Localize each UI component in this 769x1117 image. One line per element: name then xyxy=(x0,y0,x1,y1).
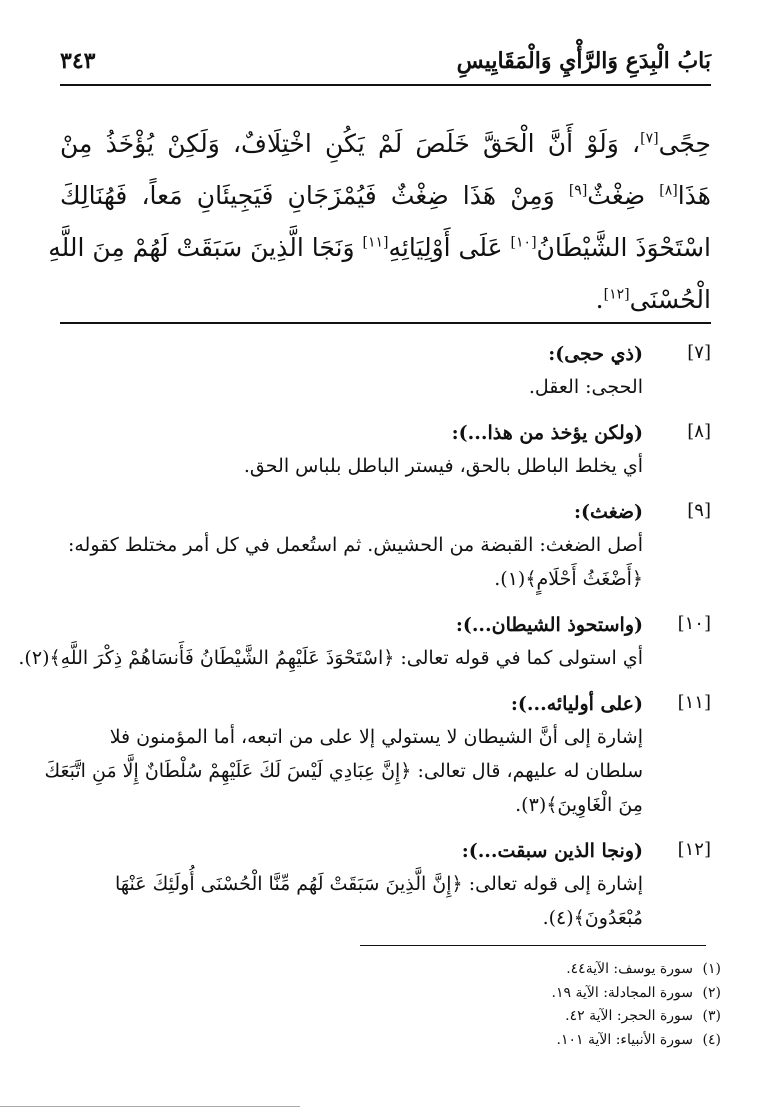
footnote-ref: [٧] xyxy=(640,130,659,147)
quran-quote: مُبْعَدُونَ﴾(٤). xyxy=(542,907,643,929)
main-line: اسْتَحْوَذَ الشَّيْطَانُ[١٠] عَلَى أَوْلِيَائِهِ[١١] وَنَجَا الَّذِينَ سَبَقَتْ لَهُمْ مِنَ اللَّهِ xyxy=(48,233,711,262)
note-number: [٨] xyxy=(687,421,711,442)
footnote-number: (٤) xyxy=(702,1031,721,1048)
footnote-ref: [١١] xyxy=(362,234,389,251)
note-heading: (ضغث): xyxy=(574,501,643,523)
note-text: إشارة إلى أنَّ الشيطان لا يستولي إلا على من اتبعه، أما المؤمنون فلا xyxy=(109,726,643,748)
footnote-text: سورة المجادلة: الآية ١٩. xyxy=(551,984,693,1001)
quran-quote: ﴿أَضْغَثُ أَحْلَامٍ﴾(١). xyxy=(494,568,643,590)
note-heading: (ذي حجى): xyxy=(548,343,643,365)
note-item xyxy=(60,835,711,935)
note-text: أصل الضغث: القبضة من الحشيش. ثم استُعمل في كل أمر مختلط كقوله: xyxy=(67,534,643,556)
footnote-ref: [٩] xyxy=(568,182,588,199)
main-text xyxy=(48,118,711,326)
note-number: [٩] xyxy=(687,500,711,521)
note-text: أي استولى كما في قوله تعالى: ﴿اسْتَحْوَذَ عَلَيْهِمُ الشَّيْطَانُ فَأَنسَاهُمْ ذِكْرَ اللَّهِ﴾(٢). xyxy=(18,647,643,669)
footnote xyxy=(360,958,721,982)
footnote xyxy=(360,982,721,1006)
main-line: الْحُسْنَى[١٢]. xyxy=(595,285,711,314)
note-item xyxy=(60,496,711,596)
main-line: هَذَا[٨] ضِغْثٌ[٩] وَمِنْ هَذَا ضِغْثٌ فَيُمْزَجَانِ فَيَجِيئَانِ مَعاً، فَهُنَالِكَ xyxy=(60,181,711,210)
page-header xyxy=(60,44,711,84)
note-text: الحجى: العقل. xyxy=(528,376,643,398)
note-number: [١٢] xyxy=(677,839,711,860)
running-title: بَابُ الْبِدَعِ وَالرَّأْيِ وَالْمَقَايِيسِ xyxy=(456,48,711,74)
footnotes xyxy=(360,958,721,1052)
note-text: سلطان له عليهم، قال تعالى: ﴿إِنَّ عِبَادِي لَيْسَ لَكَ عَلَيْهِمْ سُلْطَانٌ إِلَّا مَنِ اتَّبَعَكَ xyxy=(44,760,643,782)
note-item xyxy=(44,688,711,822)
note-text: إشارة إلى قوله تعالى: ﴿إِنَّ الَّذِينَ سَبَقَتْ لَهُم مِّنَّا الْحُسْنَى أُولَئِكَ عَنْهَا xyxy=(114,873,643,895)
footnote-number: (٢) xyxy=(702,984,721,1001)
note-text: أي يخلط الباطل بالحق، فيستر الباطل بلباس الحق. xyxy=(243,455,643,477)
footnote-number: (٣) xyxy=(702,1008,721,1024)
quran-quote: مِنَ الْغَاوِينَ﴾(٣). xyxy=(515,794,643,816)
note-heading: (ولكن يؤخذ من هذا...): xyxy=(451,422,643,444)
commentary-notes xyxy=(18,338,711,948)
main-line: حِجًى[٧]، وَلَوْ أَنَّ الْحَقَّ خَلَصَ لَمْ يَكُنِ اخْتِلَافٌ، وَلَكِنْ يُؤْخَذُ مِنْ xyxy=(60,129,711,158)
footnote xyxy=(360,1005,721,1029)
page-bottom-edge xyxy=(0,1106,300,1107)
note-heading: (ونجا الذين سبقت...): xyxy=(461,840,643,862)
footnote-text: سورة الأنبياء: الآية ١٠١. xyxy=(556,1031,693,1048)
section-separator xyxy=(60,322,711,324)
note-heading: (واستحوذ الشيطان...): xyxy=(455,614,643,636)
footnote-ref: [١٢] xyxy=(603,286,630,303)
note-item xyxy=(60,417,711,483)
footnote-text: سورة يوسف: الآية٤٤. xyxy=(566,961,693,977)
footnote xyxy=(360,1029,721,1053)
note-number: [١١] xyxy=(677,692,711,713)
page-number: ٣٤٣ xyxy=(60,48,96,74)
footnote-ref: [٨] xyxy=(659,182,678,199)
note-number: [١٠] xyxy=(677,613,711,634)
footnote-ref: [١٠] xyxy=(510,234,537,251)
footnote-text: سورة الحجر: الآية ٤٢. xyxy=(565,1008,693,1024)
note-heading: (على أوليائه...): xyxy=(510,693,643,715)
footnotes-separator xyxy=(360,945,706,946)
note-item xyxy=(60,338,711,404)
note-item xyxy=(18,609,711,675)
header-rule xyxy=(60,84,711,86)
note-number: [٧] xyxy=(687,342,711,363)
footnote-number: (١) xyxy=(702,961,721,977)
